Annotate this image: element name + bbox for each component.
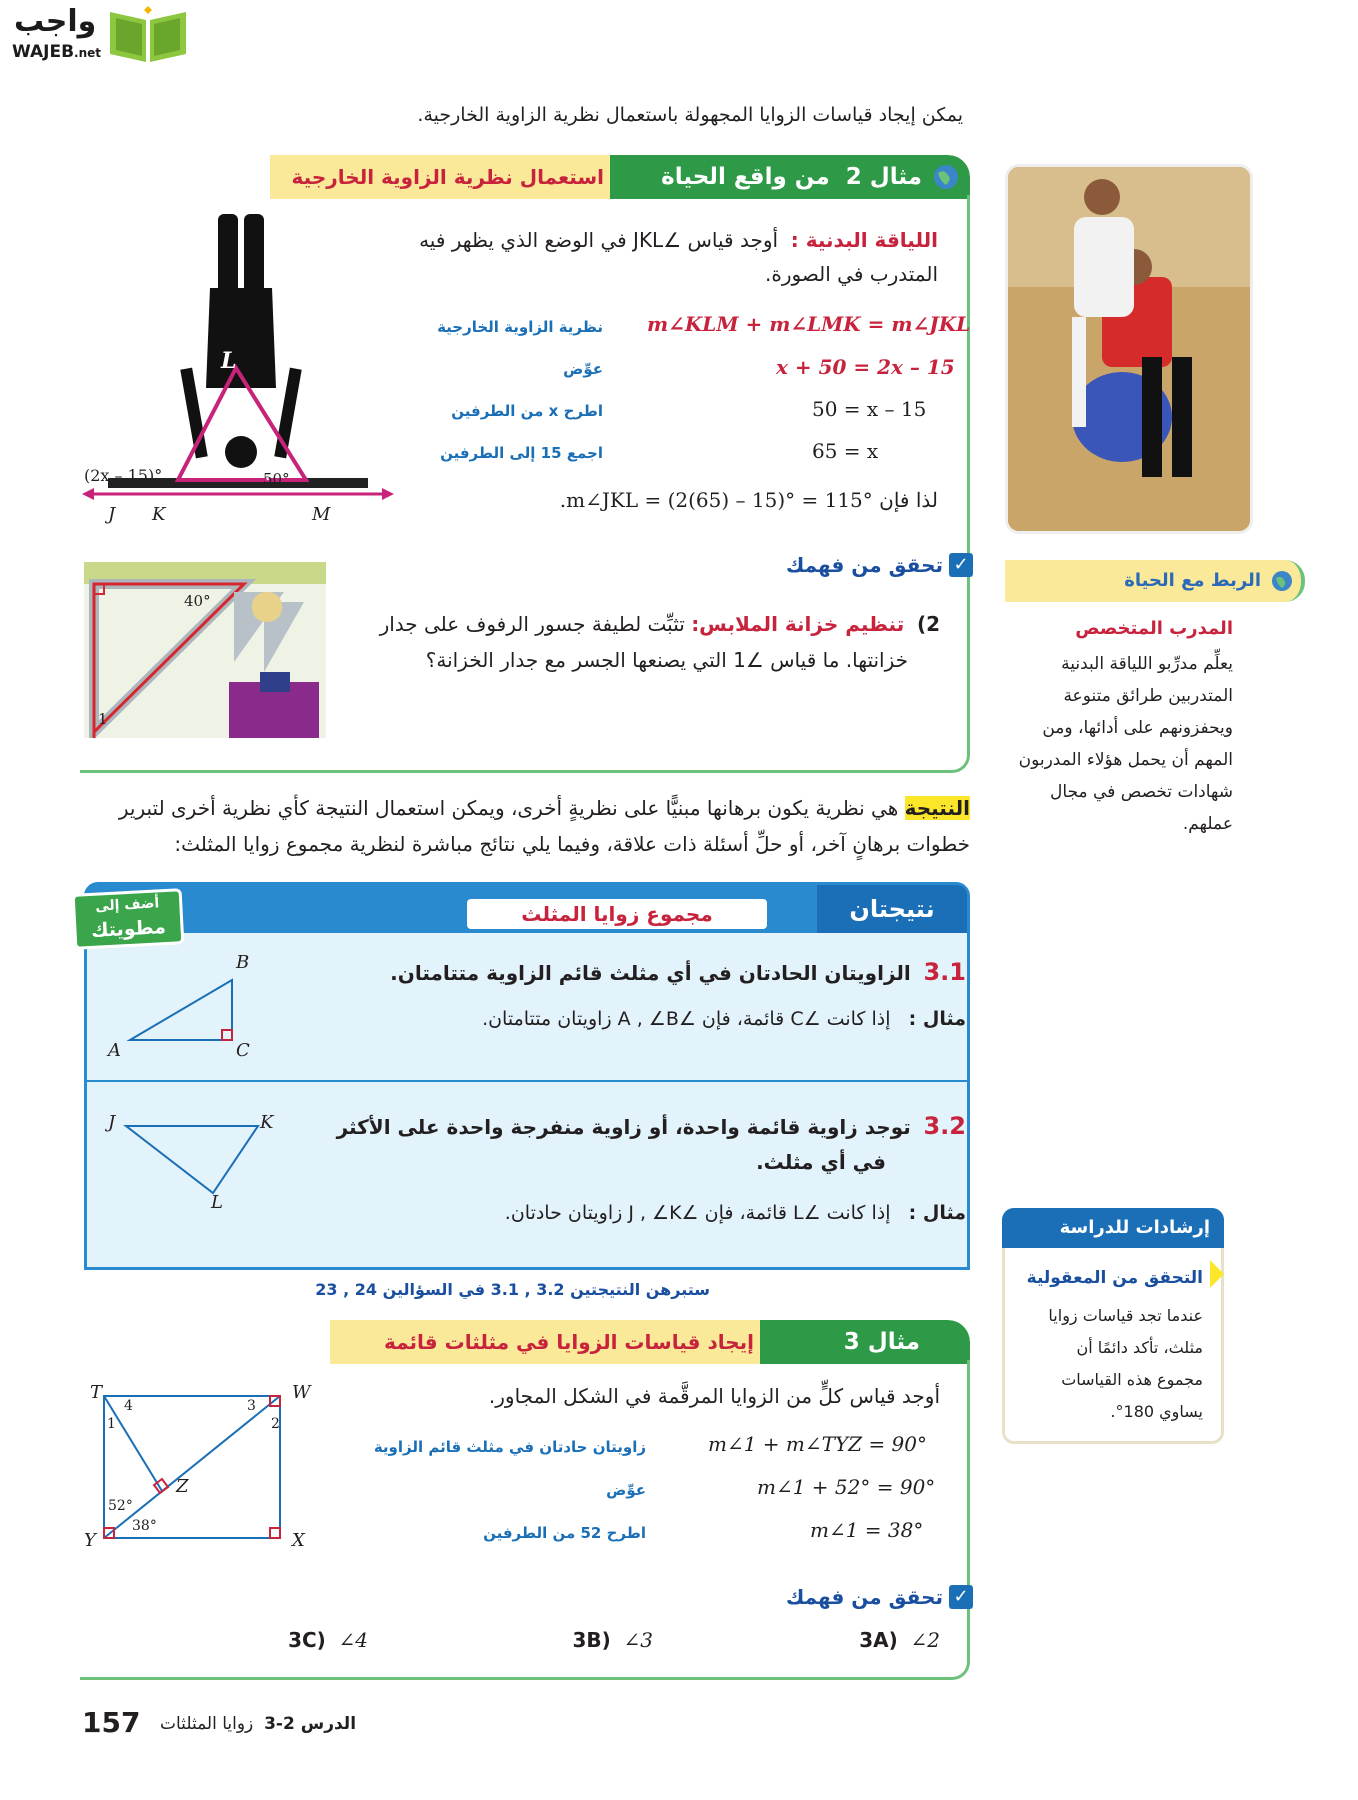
checkmark-icon-2: ✓ (949, 1585, 973, 1609)
book-icon (106, 4, 190, 66)
step-3-expr: 50 = x – 15 (812, 397, 927, 421)
study-tips-header: إرشادات للدراسة (1002, 1208, 1224, 1248)
tri-A: A (108, 1040, 121, 1061)
ex3-step-1-reason: زاويتان حادتان في مثلث قائم الزاوية (373, 1438, 646, 1456)
study-tips-title: التحقق من المعقولية (1026, 1268, 1203, 1288)
fig-M: M (312, 504, 331, 525)
step-4-expr: 65 = x (812, 439, 879, 463)
check3-item-c: 3C) ∠4 (288, 1628, 368, 1652)
fig3-Z: Z (176, 1476, 189, 1497)
shelf-figure (84, 562, 326, 738)
globe-small-icon (1271, 570, 1293, 592)
life-header: الربط مع الحياة (1005, 560, 1305, 602)
fig-50: 50° (263, 470, 290, 488)
globe-icon (932, 163, 960, 191)
fig3-W: W (292, 1382, 311, 1403)
triangle-abc (120, 975, 250, 1045)
fig3-X: X (292, 1530, 305, 1551)
example2-badge: مثال 2 من واقع الحياة (610, 155, 970, 199)
life-body: يعلِّم مدرِّبو اللياقة البدنية المتدربين طرائق متنوعة ويحفزونهم على أدائها، ومن المهم أن يحمل هؤلاء المدربون شهادات تخصص في مجال عملهم. (1018, 654, 1233, 834)
tri-K: K (260, 1112, 274, 1133)
check3-item-a: 3A) ∠2 (859, 1628, 940, 1652)
fig-L: L (221, 348, 237, 374)
step-1-expr: m∠KLM + m∠LMK = m∠JKL (647, 312, 971, 336)
ex3-step-1-expr: m∠1 + m∠TYZ = 90° (708, 1432, 928, 1456)
fig-exterior: (2x – 15)° (84, 466, 163, 485)
corollary-2-example: مثال : إذا كانت ∠L قائمة، فإن ∠J , ∠K زاويتان حادتان. (504, 1202, 966, 1224)
fig3-1: 1 (107, 1416, 116, 1432)
corollaries-header-tab: نتيجتان (817, 885, 967, 933)
fig3-4: 4 (124, 1398, 133, 1414)
fig3-Y: Y (84, 1530, 96, 1551)
corollary-2-line2: في أي مثلث. (756, 1150, 886, 1174)
example2-header (270, 155, 970, 199)
tri-L: L (211, 1192, 223, 1213)
corollaries-divider (87, 1080, 967, 1082)
life-title: المدرب المتخصص (1075, 618, 1233, 639)
page-number: 157 (82, 1706, 141, 1739)
fig3-52: 52° (108, 1498, 133, 1514)
study-tips-tab (1210, 1260, 1224, 1288)
step-3-reason: اطرح x من الطرفين (451, 402, 603, 420)
fig3-38: 38° (132, 1518, 157, 1534)
tri-B: B (236, 952, 250, 973)
logo (8, 4, 190, 66)
fig3-T: T (90, 1382, 103, 1403)
example3-badge: مثال 3 (760, 1320, 970, 1364)
corollaries-title: مجموع زوايا المثلث (467, 899, 767, 929)
fig-K: K (152, 504, 166, 525)
corollary-1-example: مثال : إذا كانت ∠C قائمة، فإن ∠A , ∠B زاويتان متتامتان. (482, 1008, 966, 1030)
footer-lesson: الدرس 2-3 زوايا المثلثات (160, 1714, 357, 1734)
ex3-step-2-expr: m∠1 + 52° = 90° (757, 1475, 936, 1499)
shelf-40: 40° (184, 592, 211, 610)
fig3-2: 2 (271, 1416, 280, 1432)
example3-title: إيجاد قياسات الزوايا في مثلثات قائمة (330, 1320, 770, 1364)
step-2-reason: عوِّض (563, 360, 603, 378)
ex3-step-2-reason: عوِّض (606, 1481, 646, 1499)
check3-label: ✓ تحقق من فهمك (786, 1585, 973, 1609)
step-4-reason: اجمع 15 إلى الطرفين (440, 444, 603, 462)
checkmark-icon: ✓ (949, 553, 973, 577)
trainer-photo (1005, 164, 1253, 534)
tri-J: J (108, 1112, 116, 1133)
check1-question-2: خزانتها. ما قياس ∠1 التي يصنعها الجسر مع جدار الخزانة؟ (425, 648, 908, 672)
check1-label: ✓ تحقق من فهمك (786, 553, 973, 577)
example2-question: اللياقة البدنية : أوجد قياس ∠JKL في الوضع الذي يظهر فيه (419, 228, 938, 252)
fig-x: x° (222, 400, 244, 424)
example2-title: استعمال نظرية الزاوية الخارجية (270, 155, 620, 199)
ex3-step-3-reason: اطرح 52 من الطرفين (483, 1524, 646, 1542)
example3-header (330, 1320, 970, 1364)
example2-question-2: المتدرب في الصورة. (765, 262, 938, 286)
tri-C: C (236, 1040, 250, 1061)
step-1-reason: نظرية الزاوية الخارجية (437, 318, 603, 336)
check1-question: 2) تنظيم خزانة الملابس: تثبِّت لطيفة جسور الرفوف على جدار (379, 612, 940, 636)
example3-question: أوجد قياس كلٍّ من الزوايا المرقَّمة في الشكل المجاور. (488, 1384, 940, 1408)
corollary-para: النتيجة هي نظرية يكون برهانها مبنيًّا على نظريةٍ أخرى، ويمكن استعمال النتيجة كأي نظرية أخرى لتبرير خطوات برهانٍ آخر، أو حلِّ أسئلة ذات علاقة، وفيما يلي نتائج مباشرة لنظرية مجموع زوايا المثلث: (118, 796, 970, 856)
study-tips-body: عندما تجد قياسات زوايا مثلث، تأكد دائمًا أن مجموع هذه القياسات يساوي 180°. (1048, 1306, 1203, 1421)
step-2-expr: x + 50 = 2x – 15 (776, 355, 955, 379)
check3-item-b: 3B) ∠3 (572, 1628, 653, 1652)
fig-J: J (108, 504, 116, 525)
triangle-jkl (118, 1118, 268, 1198)
shelf-1: 1 (98, 710, 108, 728)
corollary-2: 3.2 توجد زاوية قائمة واحدة، أو زاوية منفرجة واحدة على الأكثر (336, 1112, 966, 1140)
intro-text: يمكن إيجاد قياسات الزوايا المجهولة باستعمال نظرية الزاوية الخارجية. (417, 104, 963, 126)
example2-conclusion: لذا فإن m∠JKL = (2(65) – 15)° = 115°. (559, 488, 938, 512)
logo-arabic: واجب (14, 4, 97, 39)
corollary-1: 3.1 الزاويتان الحادتان في أي مثلث قائم الزاوية متتامتان. (390, 958, 966, 986)
foldable-badge: أضف إلى مطويتك (72, 888, 185, 950)
ex3-step-3-expr: m∠1 = 38° (810, 1518, 924, 1542)
prove-note: ستبرهن النتيجتين 3.2 , 3.1 في السؤالين 24 , 23 (315, 1280, 710, 1299)
fig3-3: 3 (247, 1398, 256, 1414)
logo-latin: WAJEB.net (12, 42, 102, 62)
